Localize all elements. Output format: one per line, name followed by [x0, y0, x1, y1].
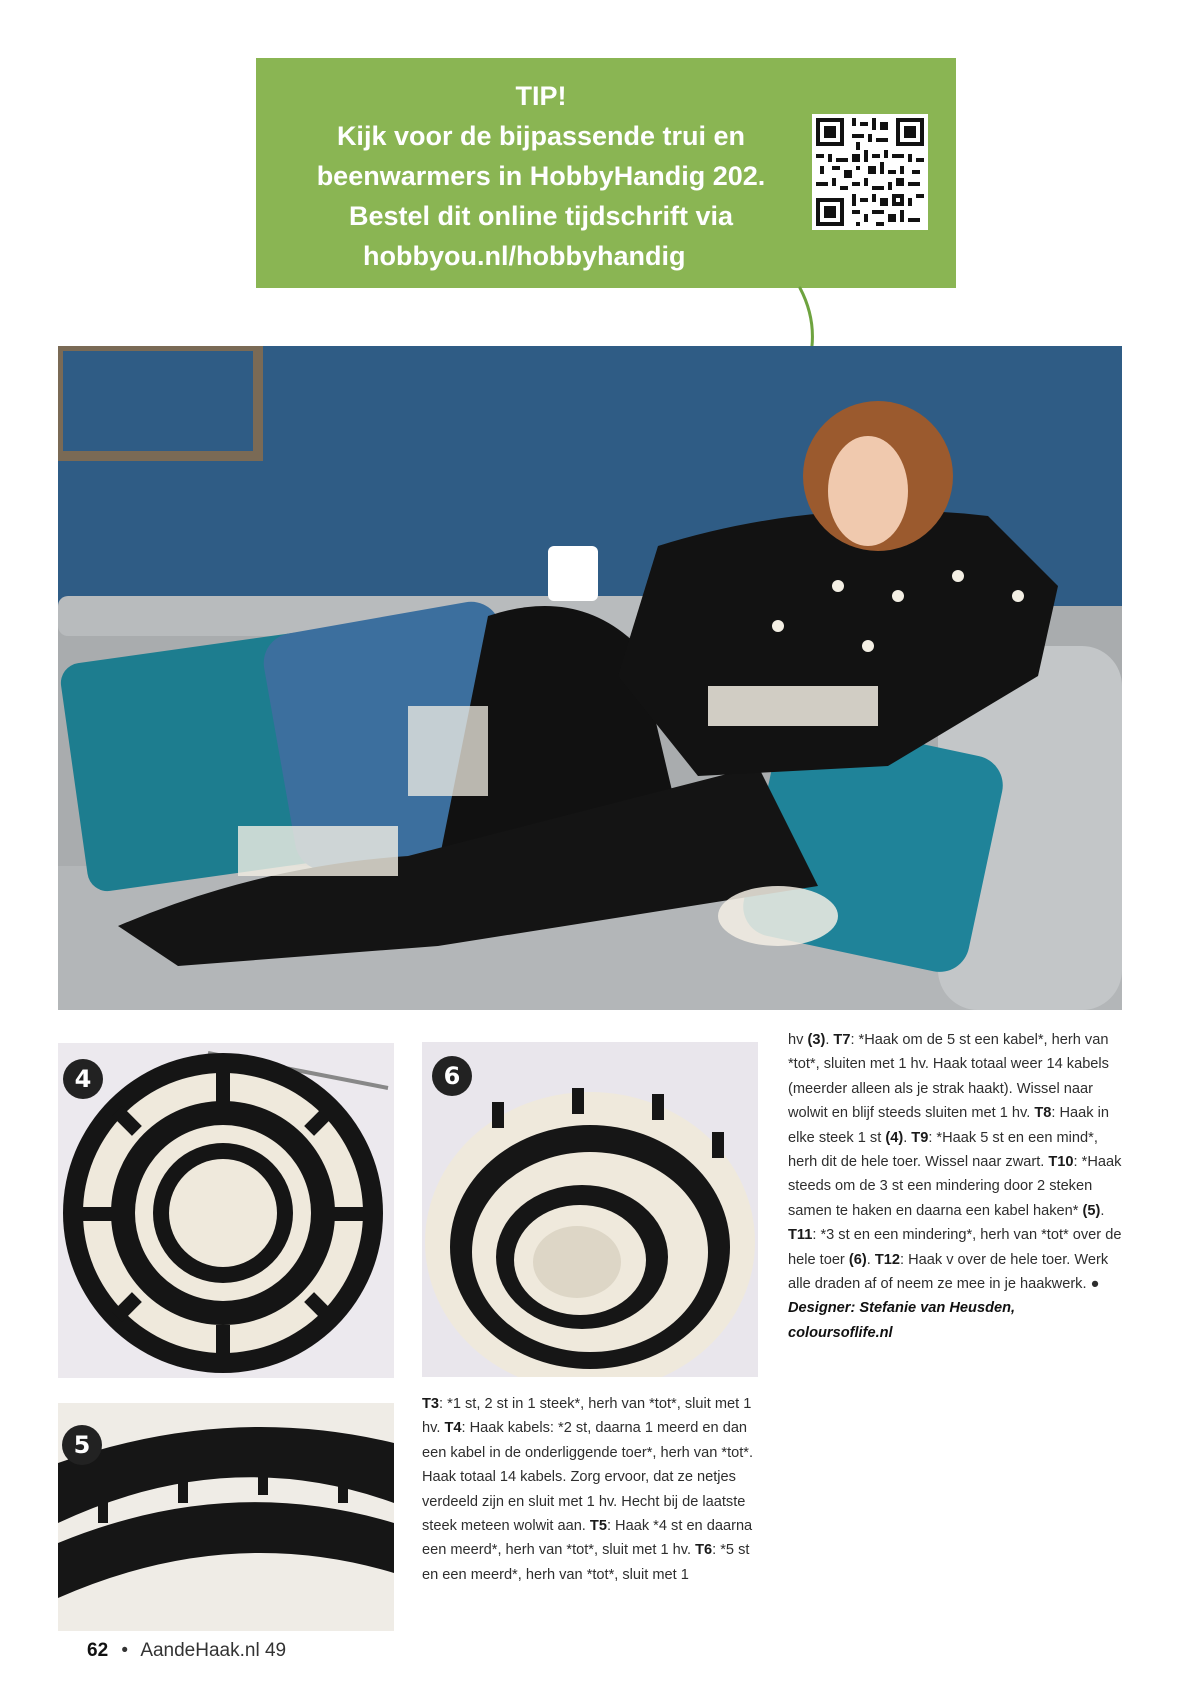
- photo-ref-6: (6): [848, 1251, 867, 1268]
- round-label-t3: T3: [422, 1396, 440, 1412]
- round-label-t12: T12: [874, 1251, 900, 1268]
- tip-heading: TIP!: [515, 81, 567, 111]
- text-run: : *5 st en een meerd*, herh van *tot*, sluit met 1: [422, 1542, 750, 1583]
- main-photo: [58, 346, 1122, 1010]
- step-badge-4: 4: [63, 1059, 103, 1099]
- text-run: : Haak in elke steek 1 st: [788, 1105, 1109, 1146]
- round-label-t10: T10: [1048, 1154, 1074, 1171]
- tip-line-3: Bestel dit online tijdschrift via: [348, 201, 734, 231]
- magazine-name: AandeHaak.nl 49: [140, 1640, 287, 1661]
- instructions-middle-column: [422, 1392, 760, 1587]
- text-run: : *Haak steeds om de 3 st een mindering door 2 steken samen te haken en daarna een kabel haken*: [788, 1154, 1122, 1219]
- photo-ref-5: (5): [1082, 1202, 1101, 1219]
- round-label-t8: T8: [1034, 1105, 1052, 1122]
- footer-bullet: •: [121, 1640, 129, 1661]
- round-label-t4: T4: [444, 1420, 462, 1437]
- step-4-photo: [58, 1043, 394, 1378]
- tip-text: [276, 76, 806, 276]
- crochet-closeup-5: [58, 1403, 394, 1631]
- text-run: : *Haak 5 st en een mind*, herh dit de hele toer. Wissel naar zwart.: [788, 1129, 1098, 1171]
- step-badge-6: 6: [432, 1056, 472, 1096]
- text-run: : Haak kabels: *2 st, daarna 1 meerd en dan een kabel in de onderliggende toer*, herh van *tot*. Haak totaal 14 kabels. Zorg ervoor, dat ze netjes verdeeld zijn en sluit met 1 hv. Hecht bij de laatste steek meteen wolwit aan.: [422, 1420, 754, 1535]
- designer-credit: Designer: Stefanie van Heusden,: [788, 1300, 1016, 1317]
- photo-ref-4: (4): [885, 1129, 904, 1146]
- tip-link[interactable]: hobbyou.nl/hobbyhandig: [363, 241, 686, 271]
- page-number: 62: [87, 1640, 109, 1661]
- text-run: : Haak v over de hele toer. Werk alle draden af of neem ze mee in je haakwerk. ●: [788, 1251, 1109, 1293]
- text-run: : *Haak om de 5 st een kabel*, herh van *tot*, sluiten met 1 hv. Haak totaal weer 14 kabels (meerder alleen als je strak haakt). Wissel naar wolwit en blijf steeds sluiten met 1 hv.: [788, 1032, 1109, 1122]
- round-label-t11: T11: [788, 1227, 813, 1244]
- tip-box: [256, 58, 956, 288]
- page-footer: [87, 1640, 286, 1662]
- step-badge-5: 5: [62, 1425, 102, 1465]
- designer-website[interactable]: coloursoflife.nl: [788, 1324, 893, 1341]
- round-label-t6: T6: [695, 1542, 713, 1559]
- step-5-photo: [58, 1403, 394, 1631]
- text-run: : *3 st en een mindering*, herh van *tot* over de hele toer: [788, 1227, 1122, 1268]
- round-label-t7: T7: [833, 1032, 851, 1048]
- step-6-photo: [422, 1042, 758, 1377]
- instructions-right-column: hv (3). T7: *Haak om de 5 st een kabel*, herh van *tot*, sluiten met 1 hv. Haak totaal weer 14 kabels (meerder alleen als je strak haakt). Wissel naar wolwit en blijf steeds sluiten met 1 hv. T8: Haak in elke steek 1 st (4). T9: *Haak 5 st en een mind*, herh dit de hele toer. Wissel naar zwart. T10: *Haak steeds om de 3 st een mindering door 2 steken samen te haken en daarna een kabel haken* (5). T11: *3 st en een mindering*, herh van *tot* over de hele toer (6). T12: Haak v over de hele toer. Werk alle draden af of neem ze mee in je haakwerk. ● Designer: Stefanie van Heusden, coloursoflife.nl: [788, 1032, 1122, 1341]
- crochet-circle-4: [58, 1043, 394, 1378]
- text-run: hv: [788, 1032, 808, 1048]
- main-photo-illustration: [58, 346, 1122, 1010]
- round-label-t9: T9: [911, 1129, 929, 1146]
- photo-ref-3: (3): [807, 1032, 826, 1048]
- qr-code: [812, 114, 928, 230]
- tip-line-1: Kijk voor de bijpassende trui en: [336, 121, 746, 151]
- round-label-t5: T5: [589, 1518, 607, 1535]
- text-run: : *1 st, 2 st in 1 steek*, herh van *tot*, sluit met 1 hv.: [422, 1396, 752, 1437]
- text-run: : Haak *4 st en daarna een meerd*, herh van *tot*, sluit met 1 hv.: [422, 1518, 753, 1559]
- tip-line-2: beenwarmers in HobbyHandig 202.: [316, 161, 766, 191]
- crochet-beret-6: [422, 1042, 758, 1377]
